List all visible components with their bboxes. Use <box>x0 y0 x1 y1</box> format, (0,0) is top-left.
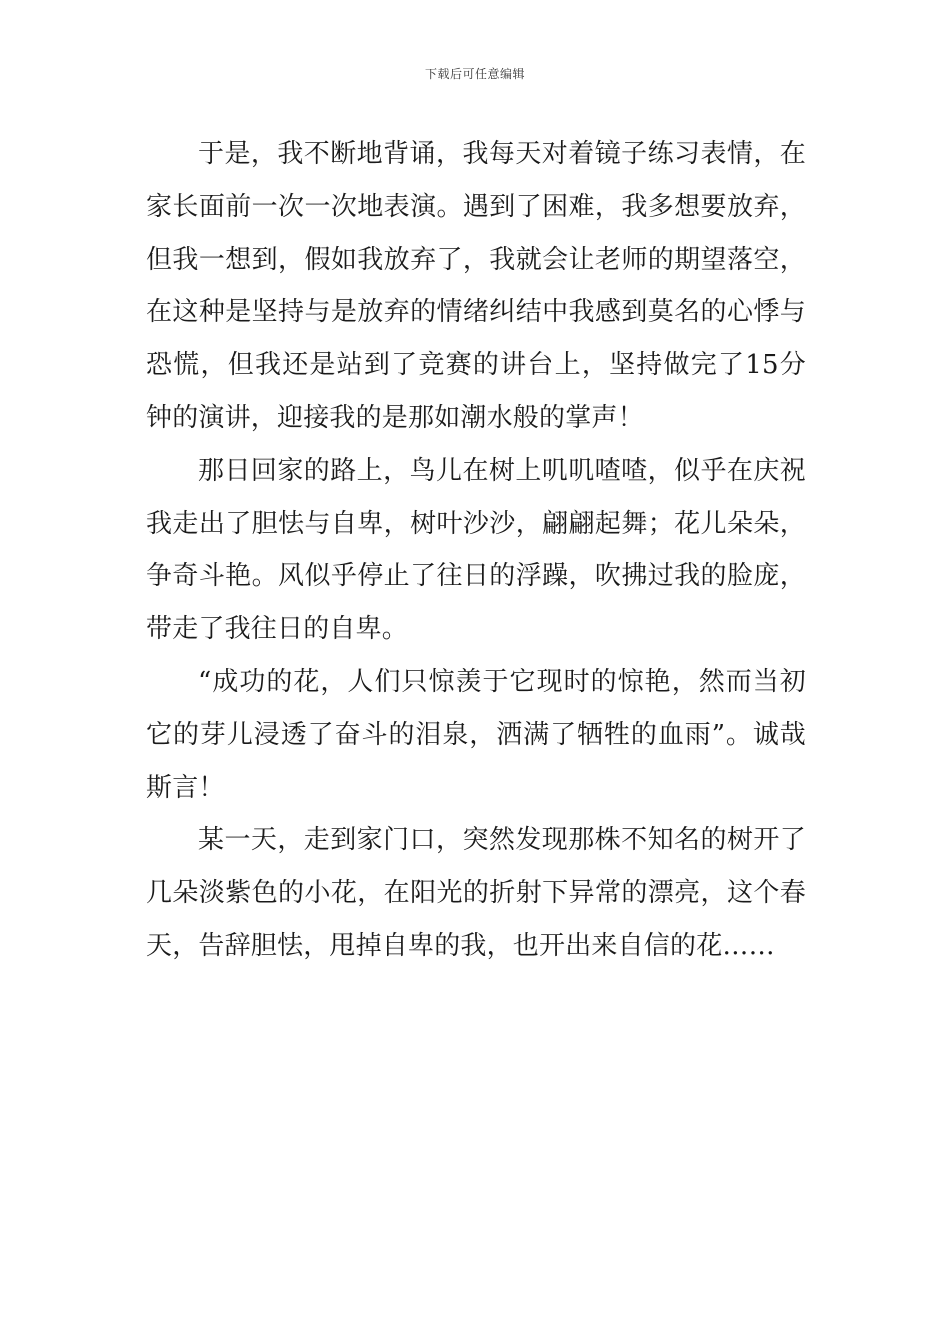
header-note: 下载后可任意编辑 <box>424 67 525 81</box>
paragraph-3: “成功的花，人们只惊羡于它现时的惊艳，然而当初它的芽儿浸透了奋斗的泪泉，洒满了牺牲的血雨”。诚哉斯言！ <box>146 666 806 803</box>
paragraph-4: 某一天，走到家门口，突然发现那株不知名的树开了几朵淡紫色的小花，在阳光的折射下异常的漂亮，这个春天，告辞胆怯，甩掉自卑的我，也开出来自信的花…… <box>146 825 806 961</box>
body-text <box>146 128 806 973</box>
paragraph-2: 那日回家的路上，鸟儿在树上叽叽喳喳，似乎在庆祝我走出了胆怯与自卑，树叶沙沙，翩翩起舞；花儿朵朵，争奇斗艳。风似乎停止了往日的浮躁，吹拂过我的脸庞，带走了我往日的自卑。 <box>146 455 806 645</box>
paragraph-1: 于是，我不断地背诵，我每天对着镜子练习表情，在家长面前一次一次地表演。遇到了困难，我多想要放弃，但我一想到，假如我放弃了，我就会让老师的期望落空，在这种是坚持与是放弃的情绪纠结中我感到莫名的心悸与恐慌，但我还是站到了竞赛的讲台上，坚持做完了15分钟的演讲，迎接我的是那如潮水般的掌声！ <box>146 139 806 433</box>
